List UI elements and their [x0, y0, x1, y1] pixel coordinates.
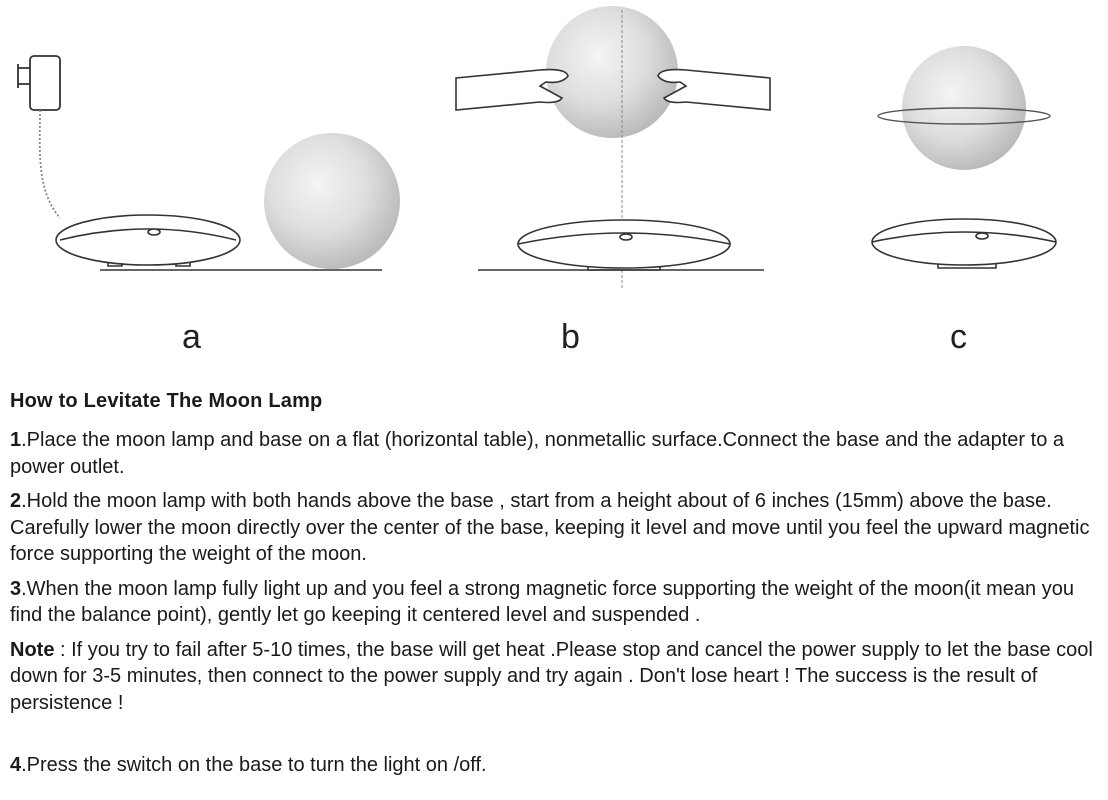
step-number: 4 [10, 754, 22, 776]
note-text: : If you try to fail after 5-10 times, the base will get heat .Please stop and cancel the power supply to let the base cool down for 3-5 minutes, then connect to the power supply and try again . Don't lose heart ! The success is the result of persistence ! [10, 638, 1093, 714]
step-4 [10, 752, 1100, 779]
step-text: .Place the moon lamp and base on a flat (horizontal table), nonmetallic surface.Connect the base and the adapter to a power outlet. [10, 429, 1064, 478]
step-3 [10, 576, 1100, 629]
panel-label-c: c [950, 318, 967, 356]
lamp-base-a [56, 215, 240, 266]
panel-label-a: a [182, 318, 201, 356]
step-number: 3 [10, 577, 22, 600]
step-number: 2 [10, 490, 22, 512]
moon-lamp-illustration [0, 0, 1108, 380]
note [10, 637, 1100, 717]
panel-b-drawing [456, 6, 770, 290]
step-2 [10, 488, 1100, 568]
step-number: 1 [10, 429, 22, 451]
power-adapter-icon [18, 56, 60, 218]
panel-a-drawing [18, 56, 400, 270]
panel-c-drawing [872, 46, 1056, 268]
step-text: .When the moon lamp fully light up and you feel a strong magnetic force supporting the weight of the moon(it mean you find the balance point), gently let go keeping it centered level and suspended . [10, 577, 1074, 626]
lamp-base-c [872, 219, 1056, 268]
step-1 [10, 427, 1100, 480]
moon-a [264, 133, 400, 269]
panel-label-b: b [561, 318, 580, 356]
lamp-base-b [518, 220, 730, 270]
step-text: .Press the switch on the base to turn the light on /off. [21, 754, 487, 776]
note-label: Note [10, 638, 55, 661]
instructions-heading: How to Levitate The Moon Lamp [10, 390, 323, 412]
instructions-section [10, 390, 1100, 787]
step-text: .Hold the moon lamp with both hands above the base , start from a height about of 6 inches (15mm) above the base. Carefully lower the moon directly over the center of the base, keeping it level and move until you feel the upward magnetic force supporting the weight of the moon. [10, 490, 1090, 565]
